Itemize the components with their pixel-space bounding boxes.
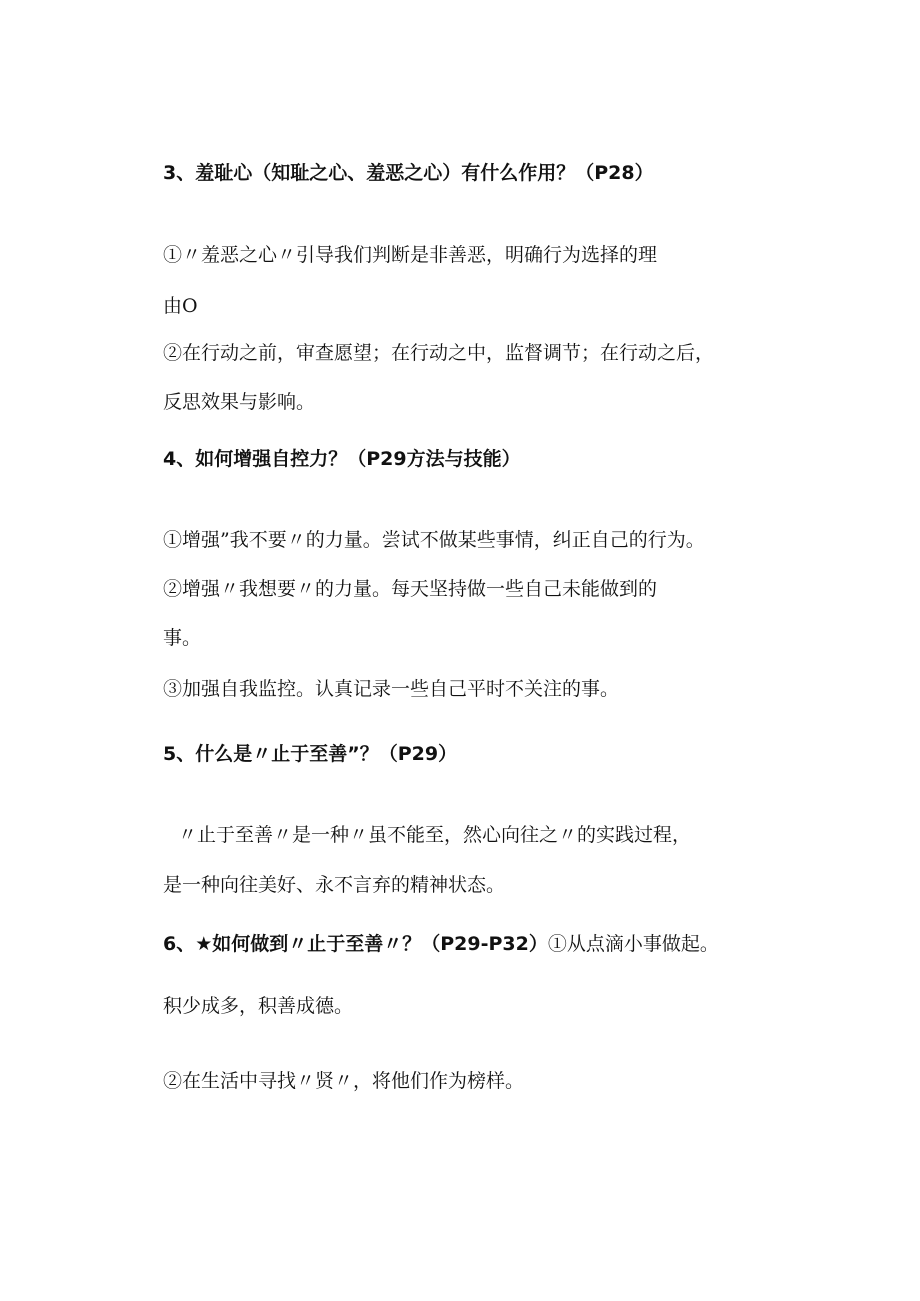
section-6-heading-line: [163, 932, 719, 956]
section-3-heading: 3、羞耻心（知耻之心、羞恶之心）有什么作用？（P28）: [163, 162, 654, 184]
section-3-line-2: 由O: [163, 295, 198, 317]
section-3-line-1: ①〃羞恶之心〃引导我们判断是非善恶，明确行为选择的理: [163, 244, 658, 266]
section-3-line-3: ②在行动之前，审查愿望；在行动之中，监督调节；在行动之后，: [163, 342, 715, 364]
section-6-heading: 6、★如何做到〃止于至善〃？（P29-P32）: [163, 933, 548, 955]
section-3-line-4: 反思效果与影响。: [163, 391, 316, 413]
section-5-line-1: 〃止于至善〃是一种〃虽不能至，然心向往之〃的实践过程，: [178, 824, 692, 846]
section-6-line-1: 积少成多，积善成德。: [163, 995, 354, 1017]
section-4-line-4: ③加强自我监控。认真记录一些自己平时不关注的事。: [163, 678, 620, 700]
section-4-line-1: ①增强”我不要〃的力量。尝试不做某些事情，纠正自己的行为。: [163, 529, 705, 551]
section-6-line-2: ②在生活中寻找〃贤〃，将他们作为榜样。: [163, 1070, 525, 1092]
section-5-heading: 5、什么是〃止于至善”？（P29）: [163, 743, 458, 765]
section-4-line-2: ②增强〃我想要〃的力量。每天坚持做一些自己未能做到的: [163, 578, 658, 600]
section-4-line-3: 事。: [163, 627, 202, 649]
section-5-line-2: 是一种向往美好、永不言弃的精神状态。: [163, 874, 506, 896]
section-4-heading: 4、如何增强自控力？（P29方法与技能）: [163, 448, 521, 470]
section-6-heading-tail: ①从点滴小事做起。: [547, 933, 719, 955]
